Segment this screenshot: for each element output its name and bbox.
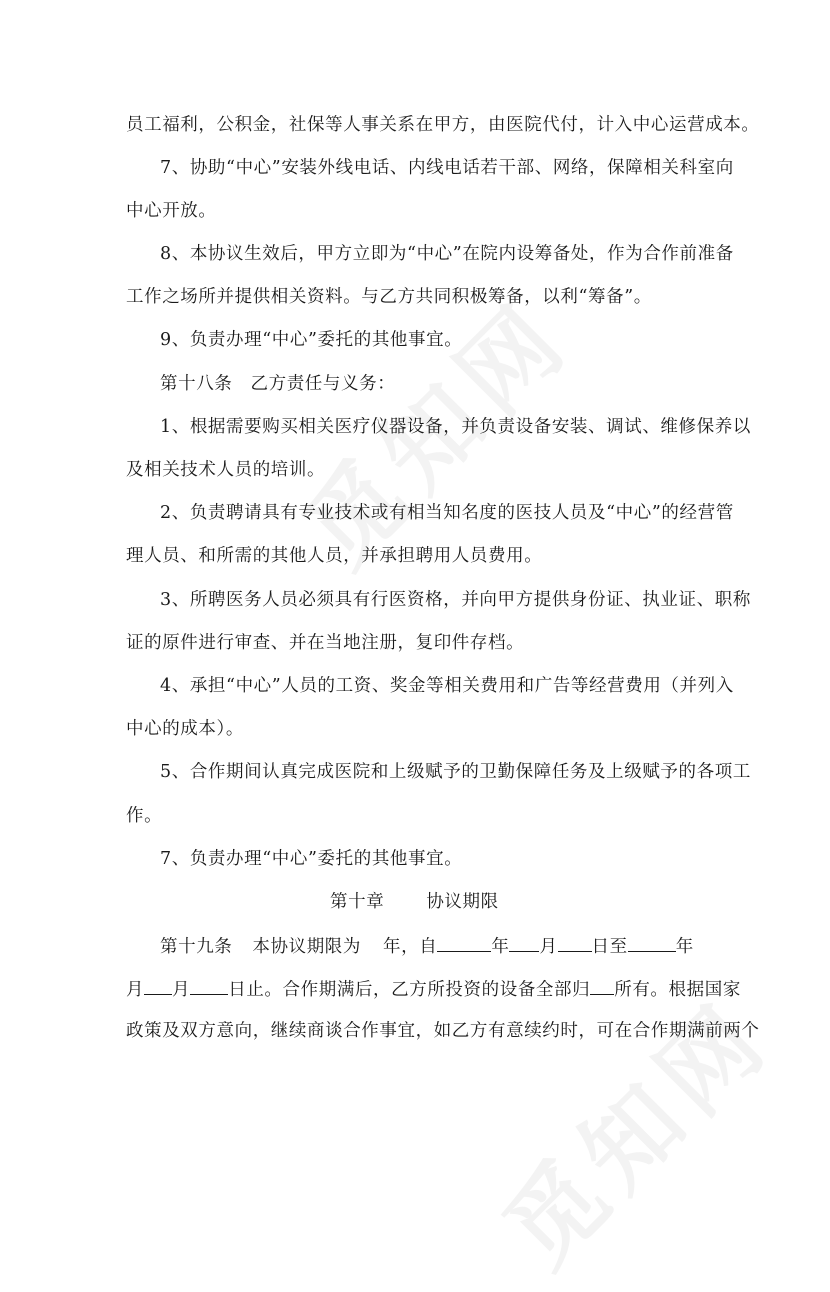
paragraph-line: 中心的成本）。 — [126, 719, 244, 739]
chapter-number: 第十章 — [330, 892, 385, 912]
paragraph-line: 作。 — [126, 806, 163, 826]
blank-field — [190, 976, 228, 995]
chapter-heading — [330, 890, 499, 914]
blank-field — [590, 976, 614, 995]
blank-field — [144, 976, 172, 995]
blank-field — [437, 933, 491, 952]
paragraph-line: 2、负责聘请具有专业技术或有相当知名度的医技人员及“中心”的经营管 — [160, 503, 734, 523]
paragraph-line: 政策及双方意向，继续商谈合作事宜，如乙方有意续约时，可在合作期满前两个 — [126, 1021, 760, 1041]
paragraph-line: 3、所聘医务人员必须具有行医资格，并向甲方提供身份证、执业证、职称 — [160, 590, 751, 610]
paragraph-line: 7、协助“中心”安装外线电话、内线电话若干部、网络，保障相关科室向 — [160, 158, 734, 178]
blank-field — [509, 933, 539, 952]
article-heading: 第十八条 乙方责任与义务： — [160, 374, 396, 394]
paragraph-line: 9、负责办理“中心”委托的其他事宜。 — [160, 330, 463, 350]
text-segment: 月 — [126, 980, 145, 1000]
paragraph-line: 中心开放。 — [126, 201, 217, 221]
paragraph-line: 及相关技术人员的培训。 — [126, 460, 326, 480]
blank-field — [558, 933, 592, 952]
paragraph-line: 工作之场所并提供相关资料。与乙方共同积极筹备，以利“筹备”。 — [126, 287, 652, 307]
blank-field — [628, 933, 676, 952]
text-segment: 月 — [539, 937, 558, 957]
text-segment: 所有。根据国家 — [614, 980, 741, 1000]
paragraph-line: 7、负责办理“中心”委托的其他事宜。 — [160, 849, 463, 869]
article-label: 第十九条 — [160, 937, 233, 957]
paragraph-line: 8、本协议生效后，甲方立即为“中心”在院内设筹备处，作为合作前准备 — [160, 244, 734, 264]
text-segment: 月 — [172, 980, 191, 1000]
paragraph-line: 1、根据需要购买相关医疗仪器设备，并负责设备安装、调试、维修保养以 — [160, 417, 751, 437]
text-segment: 日止。合作期满后，乙方所投资的设备全部归 — [228, 980, 591, 1000]
paragraph-line: 证的原件进行审查、并在当地注册，复印件存档。 — [126, 633, 525, 653]
text-segment: 年 — [491, 937, 510, 957]
text-segment: 日至 — [591, 937, 628, 957]
text-segment: 年 — [675, 937, 694, 957]
paragraph-line: 员工福利，公积金，社保等人事关系在甲方，由医院代付，计入中心运营成本。 — [126, 115, 760, 135]
chapter-title: 协议期限 — [426, 892, 499, 912]
paragraph-line: 4、承担“中心”人员的工资、奖金等相关费用和广告等经营费用（并列入 — [160, 676, 734, 696]
text-segment: 本协议期限为 — [252, 937, 362, 957]
article-19-line-2 — [126, 976, 741, 1002]
watermark — [469, 966, 795, 1292]
text-segment: 年，自 — [383, 937, 438, 957]
paragraph-line: 5、合作期间认真完成医院和上级赋予的卫勤保障任务及上级赋予的各项工 — [160, 762, 751, 782]
paragraph-line: 理人员、和所需的其他人员，并承担聘用人员费用。 — [126, 546, 543, 566]
article-19-line-1 — [160, 933, 694, 959]
